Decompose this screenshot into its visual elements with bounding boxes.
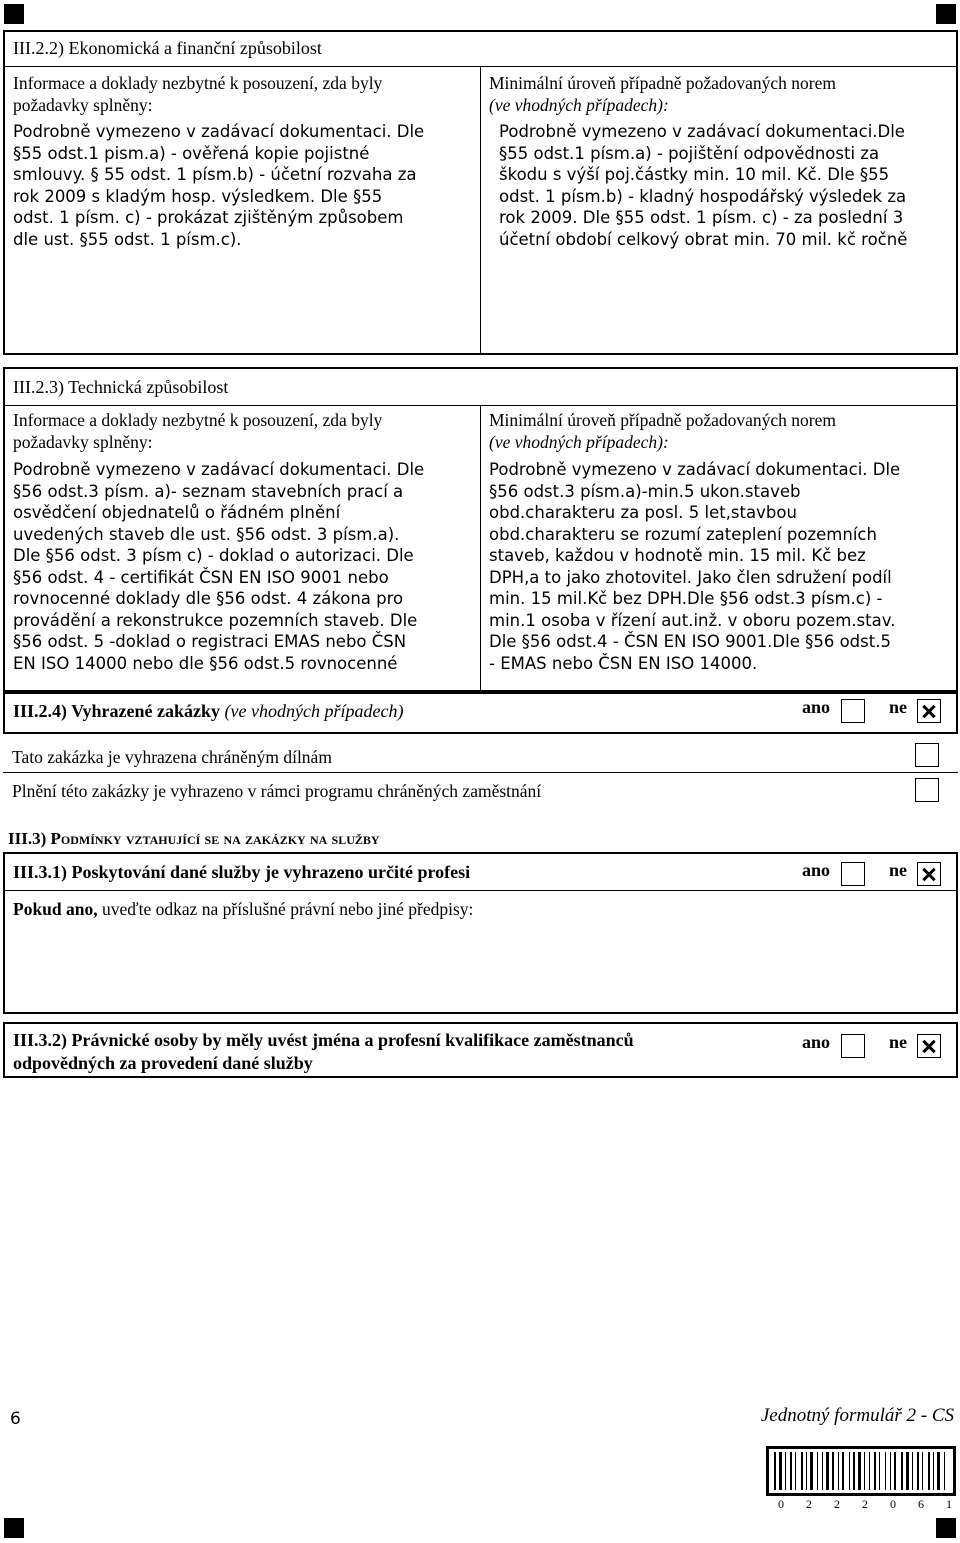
text-line: §56 odst. 5 -doklad o registraci EMAS nebo ČSN	[13, 632, 407, 651]
corner-marker-bottom-left	[4, 1518, 24, 1538]
prompt-bold: Pokud ano,	[13, 899, 98, 919]
text-line: §55 odst.1 pism.a) - ověřená kopie pojistné	[13, 143, 370, 163]
barcode-bar	[933, 1452, 934, 1490]
text-line: Podrobně vymezeno v zadávací dokumentaci. Dle	[13, 122, 425, 141]
left-label-line: Informace a doklady nezbytné k posouzení, zda byly	[13, 73, 383, 93]
right-label-line: (ve vhodných případech):	[489, 432, 669, 452]
barcode-bar	[853, 1452, 855, 1490]
barcode-bar	[906, 1452, 909, 1490]
heading-prefix: III.3)	[8, 829, 47, 848]
text-line: min. 15 mil.Kč bez DPH.Dle §56 odst.3 písm.c) -	[489, 589, 883, 608]
reserved-row-sheltered-workshops: Tato zakázka je vyhrazena chráněným dílnám	[12, 747, 332, 767]
page-number: 6	[10, 1409, 21, 1429]
section-title-reserved	[13, 701, 403, 722]
barcode-bar	[917, 1452, 919, 1490]
barcode-bar	[790, 1452, 792, 1490]
left-label-line: požadavky splněny:	[13, 432, 153, 452]
text-line: min.1 osoba v řízení aut.inž. v oboru pozem.stav.	[489, 610, 896, 630]
text-line: DPH,a to jako zhotovitel. Jako člen sdružení podíl	[489, 567, 892, 587]
barcode-bar	[879, 1452, 880, 1490]
barcode-digits	[778, 1497, 952, 1510]
ne-checkbox-checked[interactable]	[917, 1034, 941, 1058]
barcode-bar	[874, 1452, 876, 1490]
corner-marker-bottom-right	[936, 1518, 956, 1538]
ne-label: ne	[889, 860, 907, 880]
legal-reference-prompt	[13, 898, 473, 920]
corner-marker-top-right	[936, 4, 956, 24]
ne-checkbox-checked[interactable]	[917, 862, 941, 886]
text-line: odst. 1 písm. c) - prokázat zjištěným způsobem	[13, 208, 404, 227]
ne-label: ne	[889, 1032, 907, 1052]
text-line: Dle §56 odst.4 - ČSN EN ISO 9001.Dle §56 odst.5	[489, 632, 891, 651]
barcode-bar	[890, 1452, 891, 1490]
barcode-bar	[779, 1452, 782, 1490]
form-name: Jednotný formulář 2 - CS	[760, 1405, 954, 1426]
barcode-bar	[826, 1452, 829, 1490]
barcode-bar	[832, 1452, 834, 1490]
reserved-row-sheltered-employment: Plnění této zakázky je vyhrazeno v rámci programu chráněných zaměstnání	[12, 781, 542, 801]
text-line: rovnocenné doklady dle §56 odst. 4 zákona pro	[13, 589, 404, 608]
barcode-digit: 2	[834, 1497, 840, 1510]
ne-checkbox-checked[interactable]	[917, 699, 941, 723]
left-text	[13, 121, 473, 250]
ano-label: ano	[802, 697, 831, 717]
barcode-bar	[922, 1452, 923, 1490]
right-label	[489, 409, 949, 453]
column-divider	[480, 66, 481, 355]
left-text	[13, 459, 475, 674]
text-line: rok 2009 s kladým hosp. výsledkem. Dle §55	[13, 186, 383, 206]
corner-marker-top-left	[4, 4, 24, 24]
text-line: účetní období celkový obrat min. 70 mil. kč ročně	[499, 229, 908, 249]
barcode-bar	[822, 1452, 823, 1490]
section-title-profession: III.3.1) Poskytování dané služby je vyhrazeno určité profesi	[13, 862, 471, 882]
text-line: uvedených staveb dle ust. §56 odst. 3 písm.a).	[13, 524, 400, 544]
barcode-digit: 0	[890, 1497, 896, 1510]
left-label	[13, 409, 473, 453]
section-title-economic: III.2.2) Ekonomická a finanční způsobilost	[13, 38, 322, 58]
barcode-digit: 6	[918, 1497, 924, 1510]
ne-label: ne	[889, 697, 907, 717]
text-line: Podrobně vymezeno v zadávací dokumentaci. Dle	[13, 460, 425, 479]
ano-checkbox[interactable]	[841, 1034, 865, 1058]
text-line: dle ust. §55 odst. 1 písm.c).	[13, 229, 242, 249]
heading-first-letter: P	[50, 829, 61, 848]
text-line: obd.charakteru za posl. 5 let,stavbou	[489, 503, 797, 522]
barcode-digit: 0	[778, 1497, 784, 1510]
ano-checkbox[interactable]	[841, 862, 865, 886]
barcode-bar	[817, 1452, 818, 1490]
barcode-bar	[944, 1452, 945, 1490]
text-line: Podrobně vymezeno v zadávací dokumentaci.Dle	[499, 122, 905, 141]
barcode-bar	[806, 1452, 807, 1490]
right-label-line: (ve vhodných případech):	[489, 95, 669, 115]
barcode-bar	[894, 1452, 896, 1490]
ano-label: ano	[802, 1032, 831, 1052]
barcode-bar	[869, 1452, 870, 1490]
text-line: Podrobně vymezeno v zadávací dokumentaci. Dle	[489, 460, 901, 479]
title-italic: (ve vhodných případech)	[224, 701, 404, 721]
heading-rest: odmínky vztahující se na zakázky na služby	[60, 829, 380, 848]
ano-checkbox[interactable]	[841, 699, 865, 723]
barcode-bar	[785, 1452, 786, 1490]
text-line: §56 odst. 4 - certifikát ČSN EN ISO 9001 nebo	[13, 567, 389, 587]
right-text	[499, 121, 955, 250]
text-line: §56 odst.3 písm.a)-min.5 ukon.staveb	[489, 481, 801, 501]
text-line: §55 odst.1 písm.a) - pojištění odpovědnosti za	[499, 143, 880, 163]
section-reserved-contracts	[3, 692, 958, 734]
text-line: škodu s výší poj.částky min. 10 mil. Kč. Dle §55	[499, 165, 890, 184]
section-heading-services	[8, 829, 380, 849]
text-line: EN ISO 14000 nebo dle §56 odst.5 rovnocenné	[13, 653, 398, 673]
section-profession-reserved	[3, 852, 958, 1014]
divider	[5, 890, 956, 891]
right-label-line: Minimální úroveň případně požadovaných norem	[489, 73, 836, 93]
section-technical-capacity	[3, 367, 958, 692]
right-label-line: Minimální úroveň případně požadovaných norem	[489, 410, 836, 430]
barcode-bar	[842, 1452, 844, 1490]
barcode-bar	[810, 1452, 813, 1490]
barcode-bar	[801, 1452, 803, 1490]
title-bold: III.2.4) Vyhrazené zakázky	[13, 701, 221, 721]
barcode-bar	[774, 1452, 776, 1490]
barcode-bar	[858, 1452, 861, 1490]
barcode-bar	[928, 1452, 930, 1490]
barcode-digit: 2	[862, 1497, 868, 1510]
barcode-bar	[912, 1452, 913, 1490]
text-line: smlouvy. § 55 odst. 1 písm.b) - účetní rozvaha za	[13, 165, 417, 184]
barcode-digit: 2	[806, 1497, 812, 1510]
barcode-bar	[901, 1452, 903, 1490]
section-staff-qualifications	[3, 1022, 958, 1078]
left-label-line: požadavky splněny:	[13, 95, 153, 115]
barcode-bar	[849, 1452, 850, 1490]
left-label	[13, 72, 473, 116]
barcode-bar	[838, 1452, 839, 1490]
divider	[3, 772, 958, 773]
text-line: §56 odst.3 písm. a)- seznam stavebních prací a	[13, 481, 404, 501]
ano-label: ano	[802, 860, 831, 880]
text-line: provádění a rekonstrukce pozemních staveb. Dle	[13, 610, 418, 630]
section-economic-capacity	[3, 30, 958, 355]
barcode	[766, 1446, 956, 1510]
column-divider	[480, 405, 481, 692]
text-line: osvědčení objednatelů o řádném plnění	[13, 503, 341, 522]
sheltered-workshops-checkbox[interactable]	[915, 743, 939, 767]
section-title-technical: III.2.3) Technická způsobilost	[13, 377, 229, 397]
sheltered-employment-checkbox[interactable]	[915, 778, 939, 802]
title-line: odpovědných za provedení dané služby	[13, 1053, 313, 1073]
barcode-digit: 1	[946, 1497, 952, 1510]
text-line: - EMAS nebo ČSN EN ISO 14000.	[489, 653, 758, 673]
barcode-bar	[885, 1452, 886, 1490]
right-text	[489, 459, 955, 674]
section-title-qualifications	[13, 1029, 634, 1075]
barcode-bar	[937, 1452, 940, 1490]
text-line: rok 2009. Dle §55 odst. 1 písm. c) - za poslední 3	[499, 208, 904, 227]
right-label	[489, 72, 949, 116]
title-line: III.3.2) Právnické osoby by měly uvést jména a profesní kvalifikace zaměstnanců	[13, 1030, 634, 1050]
prompt-rest: uveďte odkaz na příslušné právní nebo jiné předpisy:	[97, 899, 474, 919]
text-line: Dle §56 odst. 3 písm c) - doklad o autorizaci. Dle	[13, 546, 414, 565]
text-line: odst. 1 písm.b) - kladný hospodářský výsledek za	[499, 186, 907, 206]
text-line: staveb, každou v hodnotě min. 15 mil. Kč bez	[489, 546, 866, 565]
barcode-bar	[864, 1452, 865, 1490]
text-line: obd.charakteru se rozumí zateplení pozemních	[489, 524, 877, 544]
barcode-bar	[795, 1452, 796, 1490]
left-label-line: Informace a doklady nezbytné k posouzení, zda byly	[13, 410, 383, 430]
